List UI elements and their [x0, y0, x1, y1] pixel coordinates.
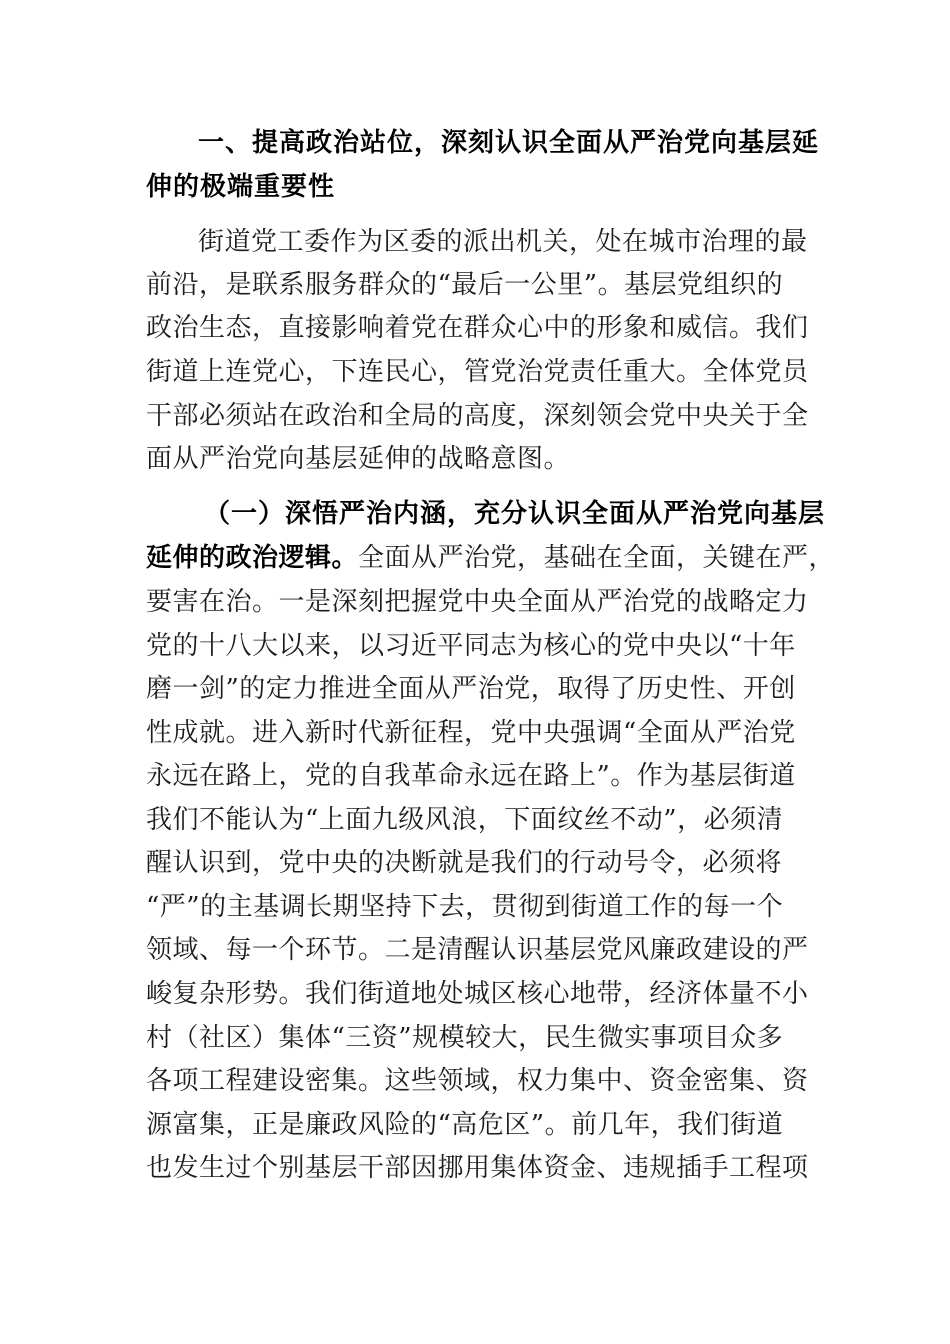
subsection-body-line-7: 醒认识到，党中央的决断就是我们的行动号令，必须将	[146, 848, 783, 878]
subsection-heading-bold-lead: 延伸的政治逻辑。	[146, 543, 359, 573]
subsection-body-line-2: 党的十八大以来，以习近平同志为核心的党中央以“十年	[146, 631, 796, 661]
intro-line-3: 政治生态，直接影响着党在群众心中的形象和威信。我们	[146, 313, 809, 343]
subsection-body-line-10: 峻复杂形势。我们街道地处城区核心地带，经济体量不小	[146, 979, 809, 1009]
intro-line-6: 面从严治党向基层延伸的战略意图。	[146, 444, 571, 474]
subsection-body-line-12: 各项工程建设密集。这些领域，权力集中、资金密集、资	[146, 1066, 809, 1096]
intro-line-1: 街道党工委作为区委的派出机关，处在城市治理的最	[198, 227, 808, 257]
subsection-body-line-6: 我们不能认为“上面九级风浪，下面纹丝不动”，必须清	[146, 805, 784, 835]
subsection-body-line-8: “严”的主基调长期坚持下去，贯彻到街道工作的每一个	[146, 892, 784, 922]
subsection-heading-line-2-text: 全面从严治党，基础在全面，关键在严，	[358, 543, 836, 573]
subsection-body-line-4: 性成就。进入新时代新征程，党中央强调“全面从严治党	[146, 718, 796, 748]
intro-line-5: 干部必须站在政治和全局的高度，深刻领会党中央关于全	[146, 401, 809, 431]
subsection-body-line-9: 领域、每一个环节。二是清醒认识基层党风廉政建设的严	[146, 935, 809, 965]
subsection-body-line-5: 永远在路上，党的自我革命永远在路上”。作为基层街道	[146, 761, 796, 791]
section-heading-line-1: 一、提高政治站位，深刻认识全面从严治党向基层延	[198, 128, 820, 158]
intro-line-2: 前沿，是联系服务群众的“最后一公里”。基层党组织的	[146, 270, 784, 300]
section-heading-line-2: 伸的极端重要性	[146, 172, 336, 202]
subsection-heading-line-2	[146, 536, 836, 580]
subsection-body-line-11: 村（社区）集体“三资”规模较大，民生微实事项目众多	[146, 1023, 784, 1053]
subsection-body-line-14: 也发生过个别基层干部因挪用集体资金、违规插手工程项	[146, 1153, 809, 1183]
subsection-body-line-13: 源富集，正是廉政风险的“高危区”。前几年，我们街道	[146, 1110, 784, 1140]
subsection-heading-line-1: （一）深悟严治内涵，充分认识全面从严治党向基层	[204, 499, 826, 529]
subsection-body-line-1: 要害在治。一是深刻把握党中央全面从严治党的战略定力	[146, 587, 809, 617]
subsection-body-line-3: 磨一剑”的定力推进全面从严治党，取得了历史性、开创	[146, 674, 796, 704]
intro-line-4: 街道上连党心，下连民心，管党治党责任重大。全体党员	[146, 357, 809, 387]
